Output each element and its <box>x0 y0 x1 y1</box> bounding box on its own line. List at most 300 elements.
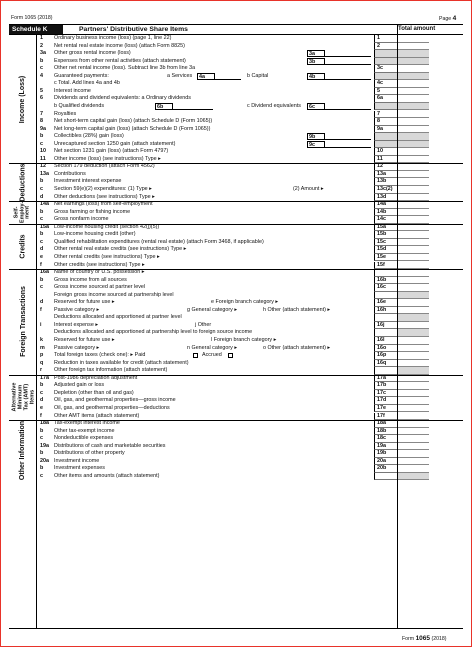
line-description: Passive category ▸ <box>54 344 100 351</box>
amount-field[interactable] <box>397 186 429 194</box>
line-description: Guaranteed payments: <box>54 72 109 79</box>
line-box-label: 15f <box>374 262 397 270</box>
inner-amount-field[interactable] <box>325 58 371 65</box>
line-description: Post-1986 depreciation adjustment <box>54 374 138 381</box>
line-description: Section 179 deduction (attach Form 4562) <box>54 163 155 170</box>
line-box-label: 8 <box>374 118 397 126</box>
form-line <box>37 360 463 368</box>
form-line <box>37 156 463 164</box>
line-description: Qualified rehabilitation expenditures (rental real estate) (attach Form 3468, if applicable) <box>54 238 264 245</box>
line-number: 20a <box>40 457 49 464</box>
line-number: d <box>40 246 44 253</box>
line-number: e <box>40 253 43 260</box>
form-line <box>37 216 463 224</box>
line-box-label: 15c <box>374 239 397 247</box>
line-number: i <box>40 321 42 328</box>
amount-field[interactable] <box>397 88 429 96</box>
line-box-label: 14a <box>374 201 397 209</box>
page-label: Page 4 <box>439 15 457 22</box>
inner-box-label: 4a <box>197 73 215 80</box>
section-divider <box>9 375 463 376</box>
section-label: Credits <box>19 234 27 259</box>
line-description: Expenses from other rental activities (attach statement) <box>54 57 186 64</box>
line-description: Nondeductible expenses <box>54 435 114 442</box>
form-line <box>37 329 463 337</box>
line-subitem: e Foreign branch category ▸ <box>211 299 279 306</box>
form-line <box>37 390 463 398</box>
amount-field[interactable] <box>397 337 429 345</box>
line-number: c <box>40 65 43 72</box>
section-divider <box>9 163 463 164</box>
line-subitem: c Dividend equivalents <box>247 102 301 109</box>
inner-amount-field[interactable] <box>325 133 371 140</box>
amount-field[interactable] <box>397 201 429 209</box>
line-description: Oil, gas, and geothermal properties—deductions <box>54 404 170 411</box>
line-box-label: 5 <box>374 88 397 96</box>
line-description: Ordinary business income (loss) (page 1, line 22) <box>54 35 172 41</box>
line-box-label: 6a <box>374 95 397 103</box>
amount-field <box>397 103 429 111</box>
line-box-label: 19b <box>374 450 397 458</box>
amount-field[interactable] <box>397 413 429 421</box>
line-description: Other foreign tax information (attach statement) <box>54 367 168 374</box>
form-line <box>37 277 463 285</box>
form-line <box>37 103 463 111</box>
line-box-label: 9a <box>374 126 397 134</box>
section-label: Income (Loss) <box>19 75 27 123</box>
amount-field <box>397 141 429 149</box>
line-box-label <box>374 58 397 66</box>
line-number: b <box>40 450 44 457</box>
line-box-label: 15b <box>374 231 397 239</box>
form-line <box>37 375 463 383</box>
line-number: 17a <box>40 374 49 381</box>
amount-field[interactable] <box>397 322 429 330</box>
line-description: Passive category ▸ <box>54 306 100 313</box>
line-description: Depletion (other than oil and gas) <box>54 389 134 396</box>
amount-field[interactable] <box>397 443 429 451</box>
line-box-label: 17c <box>374 390 397 398</box>
line-description: Section 59(e)(2) expenditures: (1) Type ▸ <box>54 186 152 192</box>
line-box-label: 17f <box>374 413 397 421</box>
line-box-label <box>374 269 397 277</box>
form-line <box>37 178 463 186</box>
line-number: b <box>40 276 44 283</box>
footer-form: Form 1065 (2018) <box>402 635 447 642</box>
line-number: b <box>40 427 44 434</box>
line-box-label: 18a <box>374 420 397 428</box>
accrued-checkbox[interactable] <box>228 353 233 358</box>
amount-field[interactable] <box>397 420 429 428</box>
line-description: Contributions <box>54 170 86 177</box>
amount-field[interactable] <box>397 194 429 202</box>
line-description: Name of country or U.S. possession ▸ <box>54 269 145 276</box>
amount-field[interactable] <box>397 224 429 232</box>
amount-field[interactable] <box>397 375 429 383</box>
amount-field[interactable] <box>397 35 429 43</box>
line-description: Net earnings (loss) from self-employment <box>54 201 153 208</box>
amount-field <box>397 73 429 81</box>
line-box-label: 16e <box>374 299 397 307</box>
amount-field[interactable] <box>397 397 429 405</box>
line-box-label: 1 <box>374 35 397 43</box>
form-line <box>37 465 463 473</box>
line-description: Investment interest expense <box>54 178 122 185</box>
line-description: Other net rental income (loss). Subtract line 3b from line 3a <box>54 65 196 72</box>
amount-field <box>397 133 429 141</box>
inner-amount-field[interactable] <box>215 73 241 80</box>
amount-field[interactable] <box>397 209 429 217</box>
amount-field[interactable] <box>397 126 429 134</box>
amount-field[interactable] <box>397 465 429 473</box>
form-line <box>37 473 463 481</box>
amount-field[interactable] <box>397 329 429 337</box>
section-divider <box>9 420 463 421</box>
line-description: Investment income <box>54 457 100 464</box>
line-number: b <box>40 231 44 238</box>
amount-field[interactable] <box>397 292 429 300</box>
inner-amount-field[interactable] <box>325 141 371 148</box>
form-line <box>37 224 463 232</box>
amount-field[interactable] <box>397 156 429 164</box>
line-description: Deductions allocated and apportioned at partner level <box>54 314 182 321</box>
line-number: 18a <box>40 420 49 427</box>
line-description: Other rental real estate credits (see instructions) Type ▸ <box>54 246 187 253</box>
line-description: Other income (loss) (see instructions) Type ▸ <box>54 155 161 162</box>
form-line <box>37 186 463 194</box>
line-description: Tax-exempt interest income <box>54 420 120 427</box>
line-description: Low-income housing credit (section 42(j)(5)) <box>54 223 160 230</box>
line-box-label: 13b <box>374 178 397 186</box>
line-box-label: 16o <box>374 345 397 353</box>
form-line <box>37 405 463 413</box>
line-box-label: 17b <box>374 382 397 390</box>
amount-field[interactable] <box>397 216 429 224</box>
line-box-label: 13a <box>374 171 397 179</box>
form-line <box>37 80 463 88</box>
line-number: c <box>40 140 43 147</box>
amount-field[interactable] <box>397 171 429 179</box>
line-number: b <box>40 133 44 140</box>
amount-field[interactable] <box>397 95 429 103</box>
line-description: Gross income from all sources <box>54 276 127 283</box>
form-line <box>37 231 463 239</box>
amount-field[interactable] <box>397 246 429 254</box>
form-line <box>37 43 463 51</box>
form-line <box>37 262 463 270</box>
line-description: Low-income housing credit (other) <box>54 231 136 238</box>
amount-field[interactable] <box>397 458 429 466</box>
form-line <box>37 209 463 217</box>
amount-field[interactable] <box>397 352 429 360</box>
amount-field[interactable] <box>397 148 429 156</box>
amount-field[interactable] <box>397 43 429 51</box>
line-box-label: 3c <box>374 65 397 73</box>
line-number: f <box>40 306 42 313</box>
line-description: Net long-term capital gain (loss) (attach Schedule D (Form 1065)) <box>54 125 211 132</box>
form-line <box>37 435 463 443</box>
line-number: c <box>40 216 43 223</box>
line-description: Investment expenses <box>54 465 105 472</box>
form-line <box>37 345 463 353</box>
amount-field[interactable] <box>397 262 429 270</box>
amount-field[interactable] <box>397 269 429 277</box>
line-description: b Qualified dividends <box>54 102 105 109</box>
line-number: 16a <box>40 269 49 276</box>
line-description: Other items and amounts (attach statement) <box>54 472 160 479</box>
line-box-label: 14c <box>374 216 397 224</box>
line-description: Royalties <box>54 110 77 117</box>
line-number: b <box>40 178 44 185</box>
inner-box-label: 3b <box>307 58 325 65</box>
line-number: 7 <box>40 110 43 117</box>
line-description: Other rental credits (see instructions) Type ▸ <box>54 253 160 260</box>
amount-field[interactable] <box>397 231 429 239</box>
line-box-label <box>374 329 397 337</box>
form-line <box>37 443 463 451</box>
line-description: Interest income <box>54 87 91 94</box>
section-label: Other Information <box>19 420 27 480</box>
inner-amount-field[interactable] <box>325 73 371 80</box>
line-box-label <box>374 367 397 375</box>
schedule-title: Partners' Distributive Share Items <box>79 26 188 33</box>
line-number: d <box>40 193 44 200</box>
line-subitem: l Foreign branch category ▸ <box>211 337 277 343</box>
line-description: Reduction in taxes available for credit (attach statement) <box>54 359 189 366</box>
line-subitem: Accrued <box>202 352 222 359</box>
line-box-label: 20b <box>374 465 397 473</box>
form-line <box>37 292 463 300</box>
line-description: Distributions of other property <box>54 450 125 457</box>
amount-field[interactable] <box>397 367 429 375</box>
inner-amount-field[interactable] <box>173 103 213 110</box>
line-subitem: j Other <box>195 321 212 328</box>
form-line <box>37 111 463 119</box>
line-description: Other gross rental income (loss) <box>54 50 131 57</box>
line-box-label: 16l <box>374 337 397 345</box>
section-label: Deductions <box>19 163 27 202</box>
line-box-label <box>374 50 397 58</box>
form-line <box>37 254 463 262</box>
form-line <box>37 239 463 247</box>
line-number: m <box>40 344 45 351</box>
amount-field[interactable] <box>397 405 429 413</box>
form-line <box>37 420 463 428</box>
form-line <box>37 458 463 466</box>
amount-field[interactable] <box>397 435 429 443</box>
line-number: 6 <box>40 95 43 102</box>
line-subitem: o Other (attach statement) ▸ <box>263 344 331 351</box>
line-subitem: b Capital <box>247 72 269 79</box>
amount-field[interactable] <box>397 163 429 171</box>
form-line <box>37 269 463 277</box>
amount-field[interactable] <box>397 80 429 88</box>
line-description: Deductions allocated and apportioned at partnership level to foreign source income <box>54 329 253 336</box>
form-line <box>37 284 463 292</box>
form-line <box>37 194 463 202</box>
form-line <box>37 299 463 307</box>
amount-field <box>397 50 429 58</box>
line-number: 8 <box>40 118 43 125</box>
line-description: Net rental real estate income (loss) (attach Form 8825) <box>54 42 185 49</box>
line-number: r <box>40 367 43 374</box>
amount-field[interactable] <box>397 277 429 285</box>
inner-box-label: 6b <box>155 103 173 110</box>
line-box-label: 16p <box>374 352 397 360</box>
form-line <box>37 246 463 254</box>
line-box-label: 16h <box>374 307 397 315</box>
amount-field[interactable] <box>397 307 429 315</box>
line-number: c <box>40 186 43 192</box>
amount-field[interactable] <box>397 360 429 368</box>
line-number: f <box>40 412 42 419</box>
amount-field[interactable] <box>397 382 429 390</box>
amount-field[interactable] <box>397 314 429 322</box>
amount-field[interactable] <box>397 254 429 262</box>
inner-box-label: 3a <box>307 50 325 57</box>
line-box-label: 16b <box>374 277 397 285</box>
form-line <box>37 428 463 436</box>
line-number: 19a <box>40 442 49 449</box>
form-line <box>37 367 463 375</box>
line-box-label: 7 <box>374 111 397 119</box>
form-line <box>37 450 463 458</box>
inner-box-label: 9c <box>307 141 325 148</box>
form-line <box>37 88 463 96</box>
line-description: Dividends and dividend equivalents: a Ordinary dividends <box>54 95 191 102</box>
total-amount-header: Total amount <box>398 26 436 32</box>
line-number: 14a <box>40 201 49 208</box>
inner-box-label: 9b <box>307 133 325 140</box>
line-description: Reserved for future use ▸ <box>54 337 115 343</box>
amount-field[interactable] <box>397 450 429 458</box>
form-line <box>37 133 463 141</box>
amount-field <box>397 58 429 66</box>
line-number: 5 <box>40 87 43 94</box>
paid-checkbox[interactable] <box>193 353 198 358</box>
line-number: b <box>40 465 44 472</box>
amount-field[interactable] <box>397 178 429 186</box>
line-subitem: n General category ▸ <box>187 344 238 351</box>
line-number: 10 <box>40 148 46 155</box>
line-number: c <box>40 238 43 245</box>
form-line <box>37 58 463 66</box>
form-line <box>37 118 463 126</box>
line-number: d <box>40 397 44 404</box>
line-number: 4 <box>40 72 43 79</box>
line-box-label <box>374 133 397 141</box>
form-line <box>37 148 463 156</box>
line-description: Collectibles (28%) gain (loss) <box>54 133 124 140</box>
line-number: c <box>40 284 43 291</box>
line-number: c <box>40 472 43 479</box>
form-line <box>37 397 463 405</box>
line-number: f <box>40 261 42 268</box>
amount-field[interactable] <box>397 473 429 481</box>
amount-field[interactable] <box>397 239 429 247</box>
line-number: e <box>40 404 43 411</box>
line-box-label: 17a <box>374 375 397 383</box>
line-description: Adjusted gain or loss <box>54 382 105 389</box>
inner-box-label: 6c <box>307 103 325 110</box>
line-description: Other tax-exempt income <box>54 427 115 434</box>
line-box-label: 20a <box>374 458 397 466</box>
section-label: Self-Employ-ment <box>13 201 31 224</box>
line-box-label <box>374 73 397 81</box>
line-number: q <box>40 359 44 366</box>
amount-field[interactable] <box>397 118 429 126</box>
line-number: b <box>40 382 44 389</box>
line-number: c <box>40 435 43 442</box>
line-description: Distributions of cash and marketable securities <box>54 442 166 449</box>
line-description: Net short-term capital gain (loss) (attach Schedule D (Form 1065)) <box>54 118 213 125</box>
line-number: 1 <box>40 35 43 41</box>
line-subitem: h Other (attach statement) ▸ <box>263 306 331 313</box>
amount-field[interactable] <box>397 299 429 307</box>
inner-amount-field[interactable] <box>325 103 371 110</box>
section-divider <box>9 201 463 202</box>
line-box-label: 16q <box>374 360 397 368</box>
form-line <box>37 141 463 149</box>
amount-field[interactable] <box>397 345 429 353</box>
line-box-label: 17d <box>374 397 397 405</box>
line-box-label: 18c <box>374 435 397 443</box>
form-line <box>37 50 463 58</box>
line-description: Reserved for future use ▸ <box>54 299 115 306</box>
line-number: c <box>40 389 43 396</box>
line-number: 15a <box>40 223 49 230</box>
form-line <box>37 126 463 134</box>
line-box-label: 15a <box>374 224 397 232</box>
form-id: Form 1065 (2018) <box>11 15 53 21</box>
amount-field[interactable] <box>397 284 429 292</box>
line-description: Gross income sourced at partner level <box>54 284 146 291</box>
line-box-label: 12 <box>374 163 397 171</box>
line-description: Other deductions (see instructions) Type ▸ <box>54 193 155 200</box>
line-description: Unrecaptured section 1250 gain (attach statement) <box>54 140 176 147</box>
line-box-label: 13d <box>374 194 397 202</box>
line-box-label <box>374 314 397 322</box>
section-divider <box>9 224 463 225</box>
form-line <box>37 65 463 73</box>
amount-field[interactable] <box>397 428 429 436</box>
amount-field[interactable] <box>397 65 429 73</box>
line-description: Total foreign taxes (check one): ▸ Paid <box>54 352 146 359</box>
line-number: b <box>40 208 44 215</box>
line-subitem: (2) Amount ▸ <box>293 186 324 192</box>
line-box-label: 19a <box>374 443 397 451</box>
line-description: Gross nonfarm income <box>54 216 109 223</box>
line-box-label: 11 <box>374 156 397 164</box>
line-number: 12 <box>40 163 46 170</box>
form-line <box>37 95 463 103</box>
line-box-label <box>374 473 397 481</box>
amount-field[interactable] <box>397 111 429 119</box>
line-description: c Total. Add lines 4a and 4b <box>54 80 120 87</box>
amount-field[interactable] <box>397 390 429 398</box>
line-box-label <box>374 141 397 149</box>
form-line <box>37 35 463 43</box>
line-description: Foreign gross income sourced at partnership level <box>54 291 174 298</box>
form-line <box>37 171 463 179</box>
line-box-label: 4c <box>374 80 397 88</box>
line-description: Other credits (see instructions) Type ▸ <box>54 261 145 268</box>
inner-box-label: 4b <box>307 73 325 80</box>
section-label: Alternative Minimum Tax (AMT) Items <box>11 382 36 412</box>
inner-amount-field[interactable] <box>325 50 371 57</box>
form-line <box>37 201 463 209</box>
line-box-label <box>374 103 397 111</box>
